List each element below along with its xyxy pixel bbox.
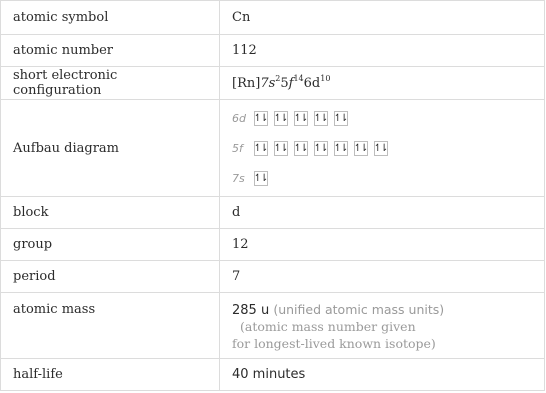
aufbau-row-7s [232, 168, 532, 188]
mass-value: 285 u [232, 303, 270, 318]
label-aufbau: Aufbau diagram [1, 100, 220, 197]
electron-pair-box: ↿⇂ [253, 142, 267, 154]
row-atomic-number [1, 35, 545, 67]
config-s-exponent: 2 [275, 73, 281, 83]
electron-pair-box: ↿⇂ [293, 142, 307, 154]
value-group: 12 [220, 229, 545, 261]
aufbau-row-6d [232, 108, 532, 128]
electron-pair-box: ↿⇂ [273, 112, 287, 124]
aufbau-diagram [232, 108, 532, 188]
label-electron-config: short electronic configuration [1, 67, 220, 100]
electron-pair-box: ↿⇂ [353, 142, 367, 154]
orbital-label-7s: 7s [232, 171, 245, 185]
config-f-number: 5 [280, 75, 289, 91]
label-atomic-symbol: atomic symbol [1, 1, 220, 35]
row-aufbau [1, 100, 545, 197]
electron-pair-box: ↿⇂ [333, 142, 347, 154]
label-block: block [1, 197, 220, 229]
electron-pair-box: ↿⇂ [253, 172, 267, 184]
label-group: group [1, 229, 220, 261]
label-atomic-mass: atomic mass [1, 293, 220, 359]
mass-note-line1: (atomic mass number given [240, 319, 416, 334]
config-s-orbital: 7s [260, 75, 276, 91]
row-block [1, 197, 545, 229]
electron-pair-box: ↿⇂ [333, 112, 347, 124]
config-f-exponent: 14 [293, 73, 304, 83]
electron-pair-box: ↿⇂ [293, 112, 307, 124]
config-f-orbital: f [288, 75, 294, 91]
row-half-life [1, 359, 545, 391]
mass-note-line2: for longest-lived known isotope) [232, 336, 436, 351]
electron-pair-box: ↿⇂ [273, 142, 287, 154]
orbital-label-6d: 6d [232, 111, 246, 125]
config-d-orbital: 6d [303, 75, 321, 91]
value-electron-config [220, 67, 545, 100]
label-half-life: half-life [1, 359, 220, 391]
config-d-exponent: 10 [320, 73, 331, 83]
row-period [1, 261, 545, 293]
electron-pair-box: ↿⇂ [313, 142, 327, 154]
value-aufbau [220, 100, 545, 197]
row-group [1, 229, 545, 261]
config-core: [Rn] [232, 75, 261, 91]
label-atomic-number: atomic number [1, 35, 220, 67]
row-electron-config [1, 67, 545, 100]
value-atomic-symbol: Cn [220, 1, 545, 35]
mass-units: (unified atomic mass units) [273, 302, 445, 317]
value-atomic-mass [220, 293, 545, 359]
electron-pair-box: ↿⇂ [253, 112, 267, 124]
electron-pair-box: ↿⇂ [313, 112, 327, 124]
aufbau-row-5f [232, 138, 532, 158]
row-atomic-mass [1, 293, 545, 359]
orbital-label-5f: 5f [232, 141, 243, 155]
label-period: period [1, 261, 220, 293]
value-block: d [220, 197, 545, 229]
row-atomic-symbol [1, 1, 545, 35]
value-half-life: 40 minutes [220, 359, 545, 391]
value-period: 7 [220, 261, 545, 293]
electron-pair-box: ↿⇂ [373, 142, 387, 154]
value-atomic-number: 112 [220, 35, 545, 67]
